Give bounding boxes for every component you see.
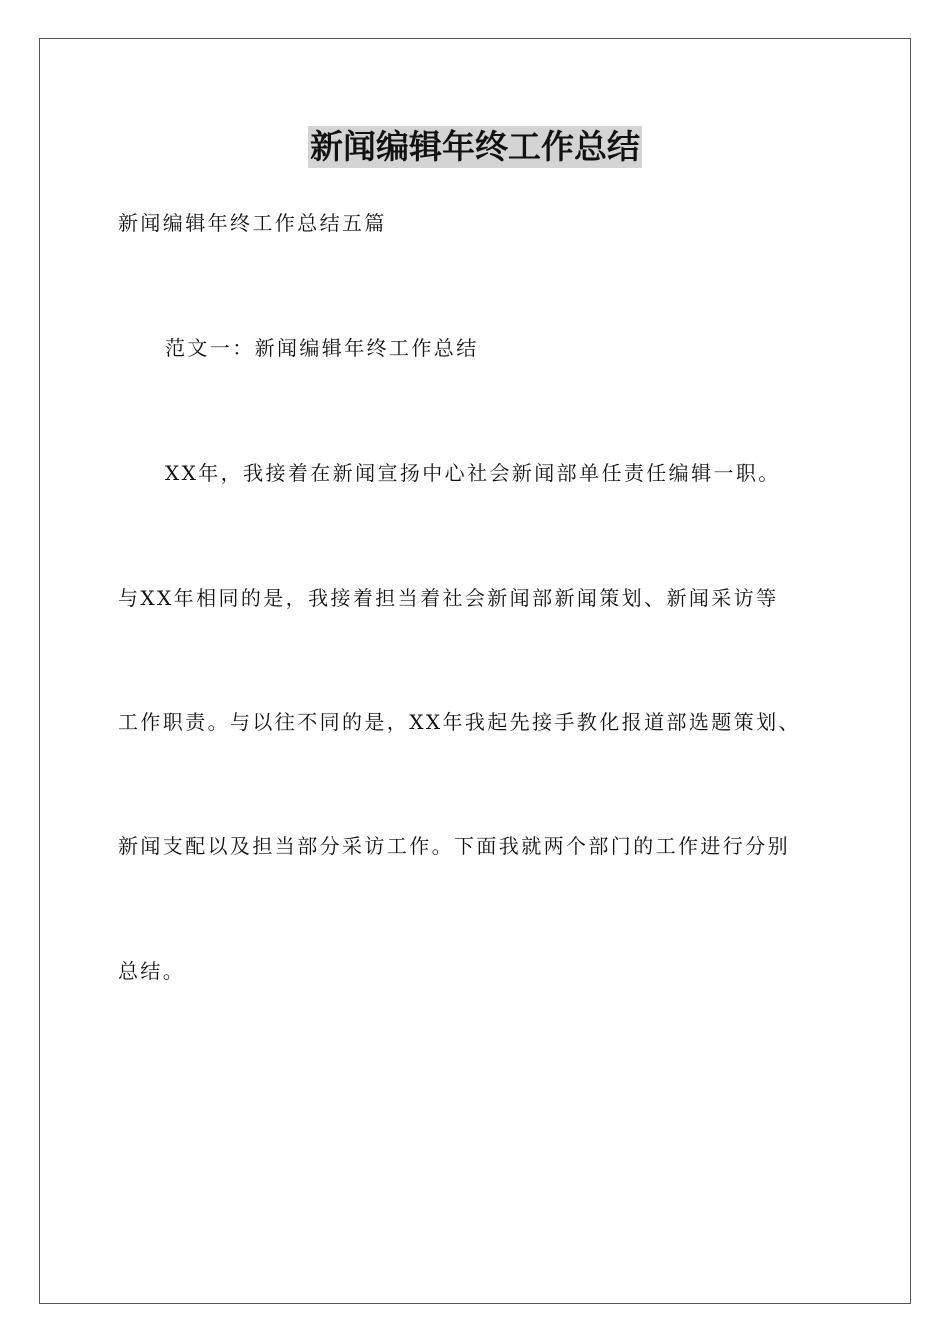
section-heading: 范文一：新闻编辑年终工作总结 xyxy=(165,336,479,360)
body-line: 工作职责。与以往不同的是，XX年我起先接手教化报道部选题策划、 xyxy=(118,710,801,734)
document-subtitle: 新闻编辑年终工作总结五篇 xyxy=(118,211,387,235)
document-title: 新闻编辑年终工作总结 xyxy=(310,127,640,166)
body-line: 新闻支配以及担当部分采访工作。下面我就两个部门的工作进行分别 xyxy=(118,834,790,858)
body-line: 总结。 xyxy=(118,959,186,983)
body-line: XX年，我接着在新闻宣扬中心社会新闻部单任责任编辑一职。 xyxy=(165,461,781,485)
body-line: 与XX年相同的是，我接着担当着社会新闻部新闻策划、新闻采访等 xyxy=(118,586,779,610)
document-title-wrapper xyxy=(0,126,950,175)
